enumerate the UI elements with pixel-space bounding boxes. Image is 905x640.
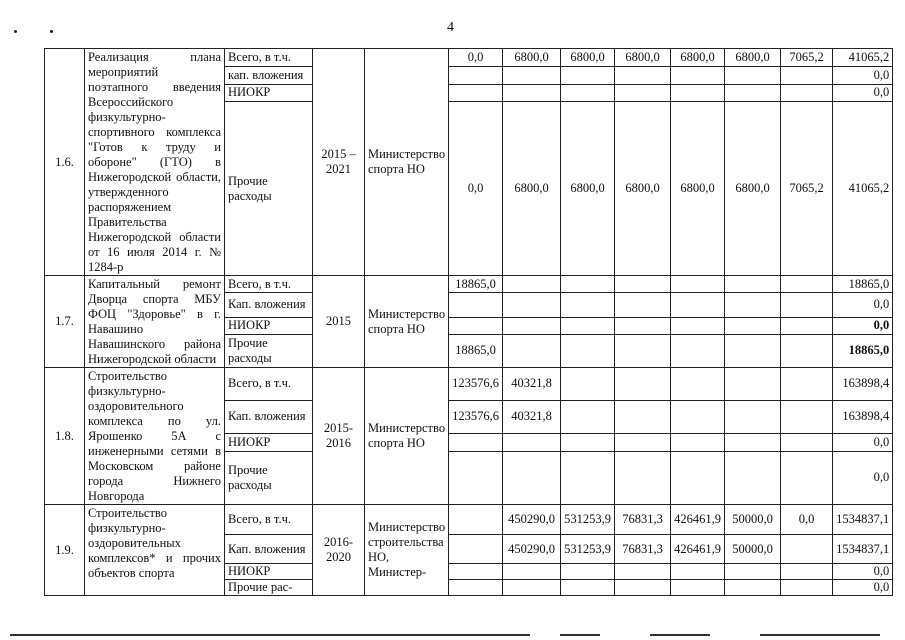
total-value: 0,0 xyxy=(833,564,893,580)
expense-type: НИОКР xyxy=(225,564,313,580)
year-value-cell xyxy=(615,84,671,102)
expense-type: Всего, в т.ч. xyxy=(225,276,313,293)
year-value-cell: 6800,0 xyxy=(725,102,781,276)
expense-type: кап. вложения xyxy=(225,66,313,84)
year-value-cell xyxy=(561,66,615,84)
year-value-cell: 0,0 xyxy=(449,102,503,276)
year-value-cell xyxy=(615,368,671,401)
year-value-cell xyxy=(615,293,671,318)
year-value-cell xyxy=(503,317,561,334)
expense-type: Прочие рас- xyxy=(225,580,313,596)
year-value-cell: 123576,6 xyxy=(449,400,503,433)
year-value-cell xyxy=(781,368,833,401)
year-value-cell: 18865,0 xyxy=(449,276,503,293)
table-row xyxy=(45,49,893,67)
year-value-cell xyxy=(615,400,671,433)
expense-type: Прочие расходы xyxy=(225,451,313,504)
year-value-cell xyxy=(561,334,615,367)
item-number: 1.9. xyxy=(45,505,85,596)
year-value-cell xyxy=(615,564,671,580)
year-value-cell xyxy=(561,84,615,102)
total-value: 0,0 xyxy=(833,66,893,84)
item-number: 1.6. xyxy=(45,49,85,276)
year-value-cell xyxy=(503,433,561,451)
total-value: 1534837,1 xyxy=(833,535,893,564)
executor: Министерство спорта НО xyxy=(365,276,449,368)
executor: Министерство спорта НО xyxy=(365,49,449,276)
item-name: Строительство физкультурно-оздоровительных комплексов* и прочих объектов спорта xyxy=(85,505,225,596)
total-value: 18865,0 xyxy=(833,334,893,367)
year-value-cell: 6800,0 xyxy=(671,49,725,67)
year-value-cell xyxy=(449,84,503,102)
total-value: 18865,0 xyxy=(833,276,893,293)
year-value-cell xyxy=(671,451,725,504)
footer-rule xyxy=(560,634,600,636)
item-number: 1.7. xyxy=(45,276,85,368)
year-value-cell xyxy=(503,564,561,580)
year-value-cell xyxy=(671,400,725,433)
year-value-cell xyxy=(781,66,833,84)
year-value-cell xyxy=(781,535,833,564)
expense-type: Кап. вложения xyxy=(225,400,313,433)
year-value-cell: 40321,8 xyxy=(503,368,561,401)
program-table xyxy=(44,48,893,596)
year-value-cell xyxy=(671,66,725,84)
year-value-cell xyxy=(615,317,671,334)
total-value: 163898,4 xyxy=(833,400,893,433)
year-value-cell xyxy=(725,580,781,596)
year-value-cell xyxy=(449,317,503,334)
item-number: 1.8. xyxy=(45,368,85,505)
footer-rule xyxy=(10,634,530,636)
expense-type: НИОКР xyxy=(225,433,313,451)
total-value: 41065,2 xyxy=(833,49,893,67)
year-value-cell xyxy=(449,451,503,504)
total-value: 0,0 xyxy=(833,451,893,504)
table-row xyxy=(45,368,893,401)
scan-speck xyxy=(14,30,17,33)
year-value-cell xyxy=(781,84,833,102)
year-value-cell xyxy=(561,276,615,293)
year-value-cell: 0,0 xyxy=(449,49,503,67)
total-value: 1534837,1 xyxy=(833,505,893,535)
executor: Министерство строительства НО, Министер- xyxy=(365,505,449,596)
year-value-cell xyxy=(671,368,725,401)
year-value-cell xyxy=(725,433,781,451)
scan-speck xyxy=(50,30,53,33)
year-value-cell xyxy=(449,66,503,84)
item-name: Капитальный ремонт Дворца спорта МБУ ФОЦ "Здоровье" в г. Навашино Навашинского района Нижегородской области xyxy=(85,276,225,368)
item-name: Строительство физкультурно-оздоровительного комплекса по ул. Ярошенко 5А с инженерными сетями в Московском районе города Нижнего Новгорода xyxy=(85,368,225,505)
year-value-cell: 6800,0 xyxy=(503,49,561,67)
year-value-cell xyxy=(503,276,561,293)
expense-type: Всего, в т.ч. xyxy=(225,368,313,401)
year-value-cell xyxy=(561,433,615,451)
year-value-cell xyxy=(503,334,561,367)
item-name: Реализация плана мероприятий поэтапного введения Всероссийского физкультурно-спортивного комплекса "Готов к труду и обороне" (ГТО) в Нижегородской области, утвержденного распоряжением Правительства Нижегородской области от 16 июля 2014 г. № 1284-р xyxy=(85,49,225,276)
year-value-cell xyxy=(615,580,671,596)
year-value-cell: 7065,2 xyxy=(781,49,833,67)
year-value-cell: 6800,0 xyxy=(561,102,615,276)
year-value-cell xyxy=(449,293,503,318)
year-value-cell xyxy=(615,433,671,451)
year-value-cell xyxy=(781,580,833,596)
year-value-cell: 6800,0 xyxy=(615,102,671,276)
total-value: 0,0 xyxy=(833,84,893,102)
year-value-cell xyxy=(671,334,725,367)
year-value-cell xyxy=(781,564,833,580)
year-value-cell: 18865,0 xyxy=(449,334,503,367)
year-value-cell: 531253,9 xyxy=(561,505,615,535)
executor: Министерство спорта НО xyxy=(365,368,449,505)
total-value: 0,0 xyxy=(833,433,893,451)
period: 2015 – 2021 xyxy=(313,49,365,276)
year-value-cell: 6800,0 xyxy=(671,102,725,276)
year-value-cell xyxy=(725,564,781,580)
year-value-cell xyxy=(449,505,503,535)
footer-rule xyxy=(650,634,710,636)
total-value: 0,0 xyxy=(833,317,893,334)
year-value-cell xyxy=(615,334,671,367)
expense-type: Прочие расходы xyxy=(225,334,313,367)
year-value-cell xyxy=(725,334,781,367)
expense-type: Кап. вложения xyxy=(225,535,313,564)
year-value-cell: 7065,2 xyxy=(781,102,833,276)
year-value-cell: 76831,3 xyxy=(615,535,671,564)
expense-type: Всего, в т.ч. xyxy=(225,505,313,535)
year-value-cell xyxy=(781,334,833,367)
year-value-cell xyxy=(725,451,781,504)
year-value-cell xyxy=(671,317,725,334)
year-value-cell xyxy=(503,451,561,504)
year-value-cell xyxy=(725,66,781,84)
year-value-cell xyxy=(781,400,833,433)
year-value-cell xyxy=(503,66,561,84)
year-value-cell xyxy=(561,400,615,433)
year-value-cell: 40321,8 xyxy=(503,400,561,433)
year-value-cell: 6800,0 xyxy=(561,49,615,67)
expense-type: НИОКР xyxy=(225,84,313,102)
period: 2015 xyxy=(313,276,365,368)
year-value-cell xyxy=(503,84,561,102)
expense-type: Кап. вложения xyxy=(225,293,313,318)
year-value-cell xyxy=(671,276,725,293)
table-row xyxy=(45,276,893,293)
year-value-cell: 0,0 xyxy=(781,505,833,535)
year-value-cell xyxy=(503,580,561,596)
year-value-cell xyxy=(561,580,615,596)
year-value-cell xyxy=(449,564,503,580)
year-value-cell xyxy=(725,276,781,293)
period: 2015-2016 xyxy=(313,368,365,505)
year-value-cell: 50000,0 xyxy=(725,505,781,535)
year-value-cell: 6800,0 xyxy=(725,49,781,67)
year-value-cell xyxy=(781,276,833,293)
total-value: 41065,2 xyxy=(833,102,893,276)
year-value-cell xyxy=(725,317,781,334)
year-value-cell xyxy=(781,451,833,504)
expense-type: Всего, в т.ч. xyxy=(225,49,313,67)
year-value-cell xyxy=(449,433,503,451)
year-value-cell xyxy=(671,293,725,318)
year-value-cell xyxy=(503,293,561,318)
year-value-cell xyxy=(561,317,615,334)
year-value-cell xyxy=(725,84,781,102)
year-value-cell: 531253,9 xyxy=(561,535,615,564)
year-value-cell xyxy=(725,293,781,318)
year-value-cell xyxy=(671,84,725,102)
year-value-cell: 76831,3 xyxy=(615,505,671,535)
total-value: 0,0 xyxy=(833,293,893,318)
year-value-cell xyxy=(781,293,833,318)
year-value-cell xyxy=(615,276,671,293)
year-value-cell: 6800,0 xyxy=(503,102,561,276)
year-value-cell xyxy=(671,580,725,596)
expense-type: НИОКР xyxy=(225,317,313,334)
footer-rule xyxy=(760,634,880,636)
year-value-cell: 123576,6 xyxy=(449,368,503,401)
year-value-cell xyxy=(449,580,503,596)
total-value: 0,0 xyxy=(833,580,893,596)
year-value-cell: 426461,9 xyxy=(671,535,725,564)
year-value-cell: 50000,0 xyxy=(725,535,781,564)
year-value-cell xyxy=(561,293,615,318)
year-value-cell xyxy=(449,535,503,564)
year-value-cell xyxy=(615,66,671,84)
year-value-cell xyxy=(561,564,615,580)
year-value-cell xyxy=(725,400,781,433)
year-value-cell: 6800,0 xyxy=(615,49,671,67)
total-value: 163898,4 xyxy=(833,368,893,401)
expense-type: Прочие расходы xyxy=(225,102,313,276)
year-value-cell xyxy=(615,451,671,504)
year-value-cell xyxy=(781,317,833,334)
year-value-cell: 426461,9 xyxy=(671,505,725,535)
year-value-cell xyxy=(671,433,725,451)
year-value-cell: 450290,0 xyxy=(503,505,561,535)
year-value-cell xyxy=(725,368,781,401)
year-value-cell xyxy=(671,564,725,580)
year-value-cell xyxy=(561,368,615,401)
table-row xyxy=(45,505,893,535)
year-value-cell xyxy=(781,433,833,451)
period: 2016-2020 xyxy=(313,505,365,596)
year-value-cell xyxy=(561,451,615,504)
page-number: 4 xyxy=(447,20,454,35)
year-value-cell: 450290,0 xyxy=(503,535,561,564)
